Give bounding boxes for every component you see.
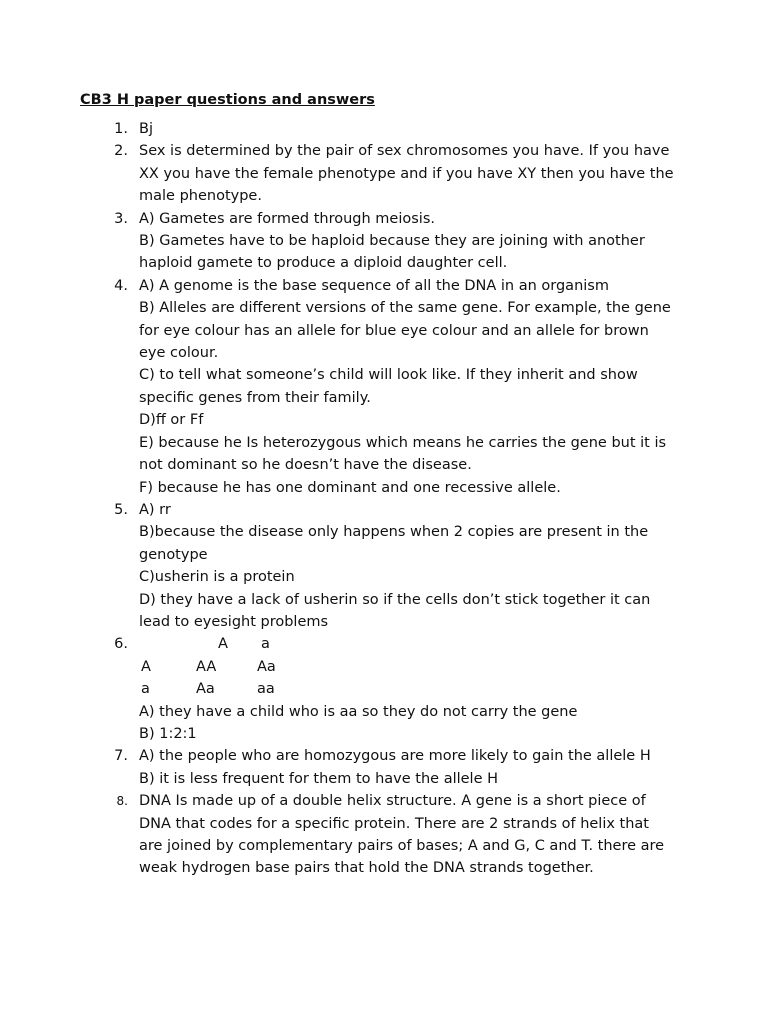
list-item xyxy=(0,790,768,880)
answer-line: D)ff or Ff xyxy=(139,412,204,429)
item-answer xyxy=(139,633,679,745)
item-answer xyxy=(139,275,679,499)
punnett-cell: AA xyxy=(196,658,217,675)
punnett-header-cell: A xyxy=(218,636,228,653)
answer-line: Sex is determined by the pair of sex chromosomes you have. If you have xyxy=(139,143,670,160)
answer-line: A) they have a child who is aa so they do not carry the gene xyxy=(139,703,578,720)
answer-line: E) because he Is heterozygous which means he carries the gene but it is xyxy=(139,434,667,451)
item-number: 5. xyxy=(114,501,128,518)
punnett-row xyxy=(139,678,679,700)
answer-line: A) A genome is the base sequence of all the DNA in an organism xyxy=(139,277,609,294)
answer-line: eye colour. xyxy=(139,345,219,362)
list-item xyxy=(0,499,768,633)
answer-line: for eye colour has an allele for blue eye colour and an allele for brown xyxy=(139,322,649,339)
answer-line: XX you have the female phenotype and if you have XY then you have the xyxy=(139,165,674,182)
answer-line: specific genes from their family. xyxy=(139,389,371,406)
item-number: 1. xyxy=(114,121,128,137)
item-number: 4. xyxy=(114,277,128,294)
answer-line: B) Alleles are different versions of the same gene. For example, the gene xyxy=(139,300,671,317)
item-number: 8. xyxy=(116,794,128,809)
item-answer xyxy=(139,140,679,207)
item-answer xyxy=(139,208,679,275)
list-item xyxy=(0,208,768,275)
item-number: 6. xyxy=(114,636,128,653)
item-number: 7. xyxy=(114,748,128,765)
item-answer xyxy=(139,118,679,140)
answer-line: genotype xyxy=(139,546,208,563)
answer-line: D) they have a lack of usherin so if the cells don’t stick together it can xyxy=(139,591,651,608)
item-answer xyxy=(139,790,679,880)
list-item xyxy=(0,118,768,140)
answer-line: A) Gametes are formed through meiosis. xyxy=(139,210,435,227)
answer-line: B) 1:2:1 xyxy=(139,725,197,742)
page-title: CB3 H paper questions and answers xyxy=(80,92,375,108)
answer-line: B) it is less frequent for them to have the allele H xyxy=(139,770,499,787)
answer-line: DNA Is made up of a double helix structure. A gene is a short piece of xyxy=(139,793,646,810)
punnett-header-row xyxy=(139,633,679,655)
item-answer xyxy=(139,499,679,633)
answer-line: C)usherin is a protein xyxy=(139,569,295,586)
answer-line: A) the people who are homozygous are more likely to gain the allele H xyxy=(139,748,651,765)
list-item xyxy=(0,140,768,207)
item-number: 3. xyxy=(114,210,128,227)
punnett-cell: Aa xyxy=(257,658,276,675)
answer-line: lead to eyesight problems xyxy=(139,613,329,630)
punnett-row-label: A xyxy=(141,658,151,675)
list-item xyxy=(0,275,768,499)
list-item xyxy=(0,633,768,745)
answer-line: not dominant so he doesn’t have the disease. xyxy=(139,457,472,474)
answer-list xyxy=(0,118,768,880)
answer-line: weak hydrogen base pairs that hold the DNA strands together. xyxy=(139,860,594,877)
list-item xyxy=(0,745,768,790)
item-number: 2. xyxy=(114,143,128,160)
item-answer xyxy=(139,745,679,790)
answer-line: male phenotype. xyxy=(139,188,262,205)
punnett-row-label: a xyxy=(141,681,150,698)
answer-line: B)because the disease only happens when 2 copies are present in the xyxy=(139,524,649,541)
answer-line: C) to tell what someone’s child will look like. If they inherit and show xyxy=(139,367,638,384)
answer-line: A) rr xyxy=(139,501,171,518)
answer-line: B) Gametes have to be haploid because they are joining with another xyxy=(139,233,645,250)
punnett-cell: aa xyxy=(257,681,275,698)
punnett-row xyxy=(139,656,679,678)
answer-line: haploid gamete to produce a diploid daughter cell. xyxy=(139,255,508,272)
answer-line: F) because he has one dominant and one recessive allele. xyxy=(139,479,561,496)
punnett-cell: Aa xyxy=(196,681,215,698)
answer-line: Bj xyxy=(139,121,153,137)
answer-line: DNA that codes for a specific protein. There are 2 strands of helix that xyxy=(139,815,649,832)
answer-line: are joined by complementary pairs of bases; A and G, C and T. there are xyxy=(139,837,665,854)
punnett-header-cell: a xyxy=(261,636,270,653)
